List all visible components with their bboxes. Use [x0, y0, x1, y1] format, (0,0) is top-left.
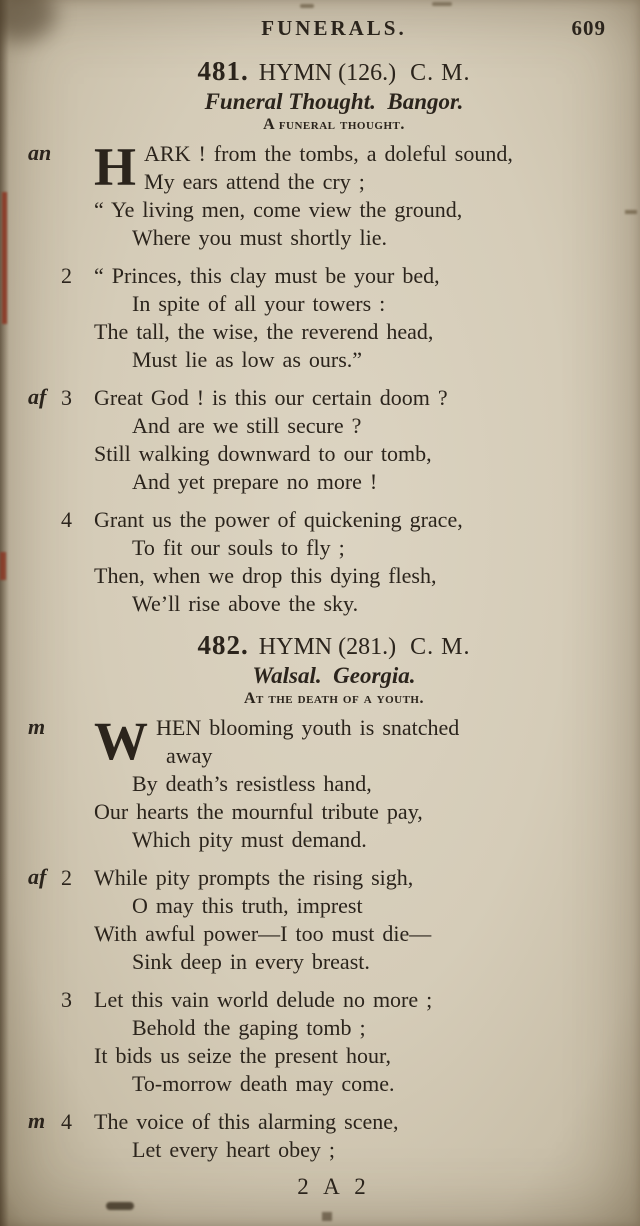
verse-line: In spite of all your towers : — [132, 291, 386, 316]
verse-number: 3 — [61, 987, 72, 1012]
page-stain — [0, 0, 56, 42]
verse-line: Still walking downward to our tomb, — [94, 441, 432, 466]
page-number: 609 — [571, 16, 606, 40]
hymn-title: HYMN (126.) — [258, 60, 397, 86]
verse — [28, 137, 614, 252]
drop-cap: W — [94, 711, 148, 771]
hymn-caption: A funeral thought. — [263, 116, 405, 133]
verse — [61, 506, 614, 618]
edge-red-mark — [2, 192, 7, 324]
signature-mark: 2 A 2 — [297, 1174, 371, 1199]
edge-red-mark — [0, 552, 6, 580]
page-stain — [300, 4, 314, 8]
verse-line: The tall, the wise, the reverend head, — [94, 319, 434, 344]
verse-line: 4 The voice of this alarming scene, — [61, 1109, 399, 1134]
verse-line: HEN blooming youth is snatched — [156, 715, 460, 740]
page-stain — [432, 2, 452, 6]
tune-names: Funeral Thought. Bangor. — [204, 89, 464, 114]
verse-line: Where you must shortly lie. — [132, 225, 388, 250]
verse-line: My ears attend the cry ; — [144, 169, 365, 194]
hymn-meter: C. M. — [410, 60, 471, 86]
verse-number: 2 — [61, 263, 72, 288]
verse-line: With awful power—I too must die— — [94, 921, 432, 946]
verse-line: 3 Great God ! is this our certain doom ? — [61, 385, 448, 410]
page-stain — [106, 1202, 134, 1210]
margin-note: af — [28, 864, 47, 889]
verse-line: 2 While pity prompts the rising sigh, — [61, 865, 414, 890]
verse — [28, 711, 614, 854]
verse-line: Our hearts the mournful tribute pay, — [94, 799, 423, 824]
verse-line: Which pity must demand. — [132, 827, 367, 852]
hymn-title: HYMN (281.) — [258, 634, 397, 660]
hymn-list — [28, 56, 614, 1164]
verse-line: It bids us seize the present hour, — [94, 1043, 391, 1068]
verse-line: Behold the gaping tomb ; — [132, 1015, 366, 1040]
verse-line: We’ll rise above the sky. — [132, 591, 359, 616]
verse-line: “ Ye living men, come view the ground, — [94, 197, 463, 222]
hymn-heading — [54, 630, 614, 661]
verse — [28, 1108, 614, 1164]
verse — [61, 986, 614, 1098]
hymn — [28, 56, 614, 618]
verse-line: To fit our souls to fly ; — [132, 535, 345, 560]
verse-number: 3 — [61, 385, 72, 410]
margin-note: m — [28, 714, 46, 739]
drop-cap: H — [94, 137, 137, 197]
hymn-number: 482. — [197, 630, 249, 660]
verse-line: ARK ! from the tombs, a doleful sound, — [144, 141, 513, 166]
margin-note: an — [28, 140, 52, 165]
verse-line: And yet prepare no more ! — [132, 469, 378, 494]
page-stain — [322, 1212, 332, 1221]
verse — [28, 384, 614, 496]
page-header — [54, 16, 614, 44]
verse — [61, 262, 614, 374]
hymn-meter: C. M. — [410, 634, 471, 660]
verse-line: To-morrow death may come. — [132, 1071, 395, 1096]
verse-line: And are we still secure ? — [132, 413, 362, 438]
tune-names: Walsal. Georgia. — [252, 663, 416, 688]
verse-line: By death’s resistless hand, — [132, 771, 372, 796]
hymn — [28, 630, 614, 1164]
verse-number: 2 — [61, 865, 72, 890]
verse-line: 2 “ Princes, this clay must be your bed, — [61, 263, 440, 288]
verse-line: O may this truth, imprest — [132, 893, 363, 918]
verse-line: Must lie as low as ours.” — [132, 347, 363, 372]
hymn-heading — [54, 56, 614, 87]
binding-edge-shadow — [0, 0, 9, 1226]
verse-number: 4 — [61, 1109, 72, 1134]
verse-line: Sink deep in every breast. — [132, 949, 370, 974]
verse-line: away — [166, 743, 213, 768]
margin-note: m — [28, 1108, 46, 1133]
page-stain — [625, 210, 637, 214]
hymn-number: 481. — [197, 56, 249, 86]
margin-note: af — [28, 384, 47, 409]
verse-line: Let every heart obey ; — [132, 1137, 336, 1162]
running-title: FUNERALS. — [261, 16, 407, 40]
verse-line: Then, when we drop this dying flesh, — [94, 563, 437, 588]
verse-line: 3 Let this vain world delude no more ; — [61, 987, 433, 1012]
verse — [28, 864, 614, 976]
verse-number: 4 — [61, 507, 72, 532]
verse-line: 4 Grant us the power of quickening grace, — [61, 507, 463, 532]
hymn-caption: At the death of a youth. — [244, 690, 424, 707]
